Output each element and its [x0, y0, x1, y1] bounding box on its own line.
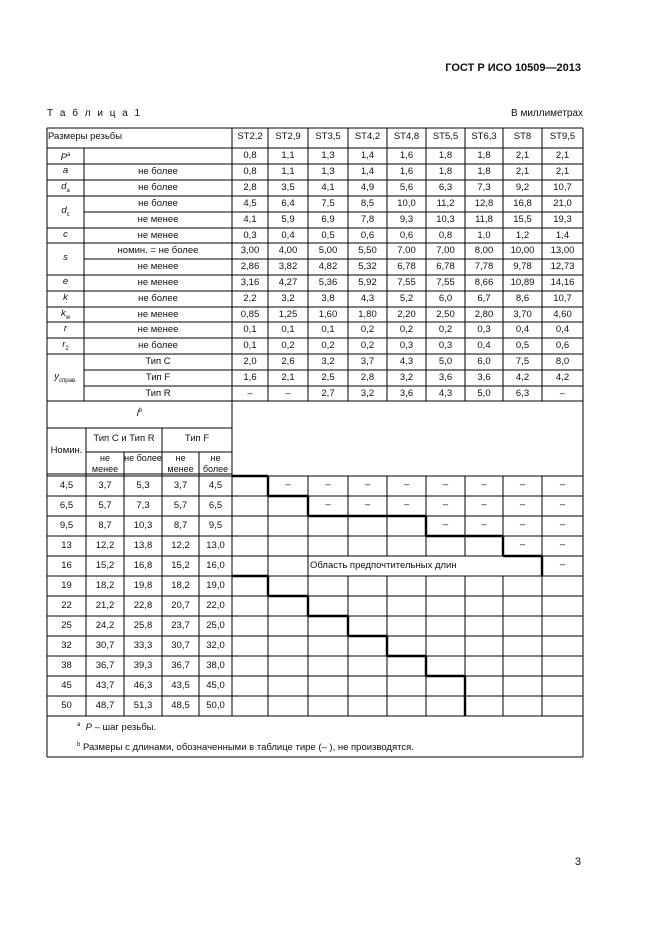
value-cell: 8,0 [555, 356, 570, 367]
value-cell: 7,3 [477, 182, 491, 193]
value-cell: 3,7 [360, 356, 375, 367]
condition-label: номин. = не более [117, 245, 199, 256]
value-cell: 4,9 [360, 182, 375, 193]
f-min-length: 3,7 [173, 480, 188, 491]
value-cell: 2,1 [555, 166, 570, 177]
cr-max-length: 39,3 [133, 660, 153, 671]
value-cell: 6,0 [438, 293, 453, 304]
value-cell: 3,5 [281, 182, 295, 193]
value-cell: 14,16 [550, 277, 575, 288]
value-cell: 3,2 [360, 388, 375, 399]
value-cell: 3,70 [513, 309, 532, 320]
not-produced-dash: – [442, 499, 449, 510]
value-cell: 4,3 [360, 293, 375, 304]
footnote-mark: a [77, 722, 81, 728]
value-cell: 0,4 [477, 340, 491, 351]
condition-label: не более [138, 182, 178, 193]
value-cell: 0,6 [360, 230, 375, 241]
value-cell: 2,5 [321, 372, 335, 383]
size-label: ST2,9 [275, 131, 301, 142]
f-max-length: 19,0 [206, 580, 225, 591]
condition-label: не менее [137, 214, 179, 225]
nominal-length: 45 [61, 680, 72, 691]
size-label: ST2,2 [237, 131, 263, 142]
condition-label: не более [138, 340, 178, 351]
parameter-symbol: a [62, 165, 69, 176]
value-cell: 0,3 [477, 324, 491, 335]
not-produced-dash: – [559, 479, 566, 490]
value-cell: 5,00 [318, 245, 338, 256]
cr-max-length: 10,3 [133, 520, 153, 531]
value-cell: 10,7 [553, 293, 572, 304]
value-cell: 3,00 [240, 245, 260, 256]
size-label: ST4,8 [393, 131, 420, 142]
parameter-symbol: e [62, 276, 69, 287]
min-header: не менее [167, 453, 194, 474]
value-cell: 11,2 [436, 198, 455, 209]
condition-label: Тип R [145, 388, 171, 399]
value-cell: 15,5 [513, 214, 532, 225]
value-cell: – [247, 388, 253, 399]
value-cell: 2,1 [515, 166, 530, 177]
table-caption: Т а б л и ц а 1 [47, 108, 143, 119]
value-cell: 5,2 [399, 293, 414, 304]
cr-max-length: 7,3 [136, 500, 150, 511]
value-cell: 5,36 [318, 277, 338, 288]
value-cell: 0,2 [438, 324, 453, 335]
not-produced-dash: – [325, 499, 331, 510]
nominal-length: 22 [61, 600, 72, 611]
cr-min-length: 8,7 [98, 520, 112, 531]
cr-min-length: 24,2 [95, 620, 115, 631]
value-cell: 6,9 [321, 214, 335, 225]
value-cell: 8,66 [474, 277, 494, 288]
cr-max-length: 16,8 [133, 560, 153, 571]
footnote-text: Размеры с длинами, обозначенными в таблице тире (– ), не производятся. [80, 742, 414, 754]
f-min-length: 5,7 [173, 500, 188, 511]
nominal-header: Номин. [50, 445, 83, 456]
cr-max-length: 25,8 [133, 620, 153, 631]
value-cell: 0,5 [321, 230, 335, 241]
cr-max-length: 46,3 [133, 680, 153, 691]
f-min-length: 30,7 [171, 640, 190, 651]
size-label: ST6,3 [471, 131, 497, 142]
nominal-length: 32 [61, 640, 72, 651]
value-cell: 1,0 [477, 230, 491, 241]
cr-min-length: 18,2 [95, 580, 115, 591]
value-cell: 5,32 [358, 261, 377, 272]
value-cell: 4,1 [243, 214, 257, 225]
value-cell: 1,4 [555, 230, 570, 241]
value-cell: 3,6 [438, 372, 453, 383]
value-cell: 0,3 [399, 340, 414, 351]
value-cell: 10,00 [510, 245, 535, 256]
not-produced-dash: – [442, 479, 449, 490]
value-cell: 4,2 [515, 372, 530, 383]
value-cell: 4,60 [553, 309, 572, 320]
f-min-length: 8,7 [173, 520, 188, 531]
value-cell: 2,8 [243, 182, 257, 193]
f-max-length: 16,0 [206, 560, 225, 571]
value-cell: 7,78 [474, 261, 494, 272]
footnote-mark: b [77, 742, 81, 748]
cr-max-length: 13,8 [133, 540, 153, 551]
nominal-length: 6,5 [59, 500, 74, 511]
condition-label: не менее [137, 309, 179, 320]
size-label: ST8 [513, 131, 532, 142]
cr-min-length: 15,2 [95, 560, 115, 571]
value-cell: 0,5 [515, 340, 530, 351]
not-produced-dash: – [519, 479, 526, 490]
value-cell: 0,4 [281, 230, 295, 241]
value-cell: 0,3 [243, 230, 257, 241]
f-max-length: 38,0 [206, 660, 225, 671]
condition-label: Тип F [145, 372, 171, 383]
value-cell: 1,80 [358, 309, 377, 320]
value-cell: 2,50 [436, 309, 455, 320]
value-cell: 0,4 [515, 324, 530, 335]
parameter-symbol: $r_2$ [62, 339, 69, 352]
nominal-length: 9,5 [59, 520, 74, 531]
value-cell: 1,6 [399, 166, 414, 177]
value-cell: 19,3 [553, 214, 572, 225]
value-cell: 0,6 [555, 340, 570, 351]
value-cell: 0,8 [438, 230, 453, 241]
f-max-length: 25,0 [206, 620, 225, 631]
value-cell: 7,00 [436, 245, 455, 256]
value-cell: 7,00 [397, 245, 416, 256]
page-number: 3 [574, 856, 581, 868]
value-cell: – [559, 388, 566, 399]
value-cell: 5,0 [477, 388, 491, 399]
f-max-length: 4,5 [208, 480, 223, 491]
cr-max-length: 22,8 [133, 600, 153, 611]
cr-min-length: 36,7 [95, 660, 115, 671]
parameter-symbol: r [63, 323, 68, 334]
value-cell: 0,8 [243, 166, 257, 177]
value-cell: 4,82 [318, 261, 338, 272]
parameter-symbol: $y_{справ.}$ [54, 370, 77, 384]
type-cr-header: Тип С и Тип R [93, 433, 155, 444]
value-cell: 1,25 [278, 309, 298, 320]
size-label: ST5,5 [432, 131, 459, 142]
preferred-length-label: Область предпочтительных длин [310, 560, 457, 571]
value-cell: 2,80 [474, 309, 494, 320]
value-cell: 3,82 [278, 261, 298, 272]
value-cell: 9,78 [513, 261, 532, 272]
value-cell: 7,55 [436, 277, 455, 288]
value-cell: 5,0 [438, 356, 453, 367]
value-cell: 11,8 [475, 214, 493, 225]
not-produced-dash: – [519, 499, 526, 510]
type-f-header: Тип F [184, 433, 210, 444]
condition-label: не менее [137, 277, 179, 288]
value-cell: 1,1 [281, 150, 295, 161]
value-cell: 3,2 [281, 293, 295, 304]
value-cell: 1,3 [321, 166, 335, 177]
value-cell: 0,2 [399, 324, 414, 335]
nominal-length: 13 [61, 540, 72, 551]
value-cell: 4,27 [278, 277, 298, 288]
condition-label: не более [138, 293, 178, 304]
not-produced-dash: – [325, 479, 331, 490]
not-produced-dash: – [481, 519, 487, 530]
value-cell: 10,3 [436, 214, 455, 225]
not-produced-dash: – [403, 479, 410, 490]
value-cell: 5,6 [399, 182, 414, 193]
cr-min-length: 3,7 [98, 480, 112, 491]
value-cell: 12,73 [550, 261, 575, 272]
value-cell: 2,7 [321, 388, 335, 399]
nominal-length: 4,5 [59, 480, 74, 491]
condition-label: Тип C [145, 356, 171, 367]
size-label: ST3,5 [315, 131, 341, 142]
not-produced-dash: – [364, 499, 371, 510]
value-cell: 6,4 [281, 198, 295, 209]
parameter-symbol: $d_a$ [61, 181, 70, 194]
value-cell: 0,85 [240, 309, 260, 320]
cr-min-length: 12,2 [95, 540, 115, 551]
value-cell: 3,8 [321, 293, 335, 304]
value-cell: 7,5 [515, 356, 530, 367]
f-min-length: 15,2 [171, 560, 190, 571]
cr-min-length: 30,7 [95, 640, 115, 651]
value-cell: 2,0 [243, 356, 257, 367]
value-cell: 1,2 [515, 230, 530, 241]
value-cell: 1,8 [477, 150, 491, 161]
table-footnote [77, 742, 414, 753]
value-cell: 3,2 [399, 372, 414, 383]
value-cell: 10,0 [397, 198, 416, 209]
value-cell: 4,3 [438, 388, 453, 399]
f-max-length: 32,0 [206, 640, 225, 651]
cr-max-length: 19,8 [133, 580, 153, 591]
value-cell: 12,8 [474, 198, 494, 209]
value-cell: 6,0 [477, 356, 491, 367]
value-cell: 0,2 [281, 340, 295, 351]
nominal-length: 25 [61, 620, 72, 631]
value-cell: 2,8 [360, 372, 375, 383]
f-max-length: 22,0 [206, 600, 225, 611]
value-cell: 1,60 [318, 309, 338, 320]
max-header: не более [124, 453, 162, 463]
value-cell: 0,2 [360, 324, 375, 335]
document-code: ГОСТ Р ИСО 10509—2013 [445, 62, 581, 74]
value-cell: 2,20 [397, 309, 416, 320]
value-cell: 3,16 [240, 277, 260, 288]
f-max-length: 45,0 [206, 680, 225, 691]
not-produced-dash: – [442, 519, 449, 530]
value-cell: 0,4 [555, 324, 570, 335]
value-cell: 0,2 [360, 340, 375, 351]
value-cell: 1,1 [281, 166, 295, 177]
value-cell: 0,1 [281, 324, 295, 335]
size-label: ST4,2 [354, 131, 381, 142]
not-produced-dash: – [559, 539, 566, 550]
value-cell: 0,2 [321, 340, 335, 351]
not-produced-dash: – [481, 479, 487, 490]
not-produced-dash: – [285, 479, 291, 490]
value-cell: 0,8 [243, 150, 257, 161]
value-cell: 1,4 [360, 150, 375, 161]
value-cell: 0,6 [399, 230, 414, 241]
nominal-length: 50 [61, 700, 72, 711]
cr-max-length: 5,3 [136, 480, 150, 491]
parameter-symbol: c [63, 228, 68, 240]
condition-label: не менее [137, 230, 179, 241]
value-cell: 7,5 [321, 198, 335, 209]
value-cell: 10,89 [510, 277, 535, 288]
condition-label: не менее [137, 261, 179, 272]
f-max-length: 9,5 [208, 520, 223, 531]
value-cell: 1,8 [477, 166, 491, 177]
value-cell: 1,6 [399, 150, 414, 161]
not-produced-dash: – [481, 499, 487, 510]
cr-max-length: 51,3 [133, 700, 153, 711]
f-max-length: 6,5 [208, 500, 223, 511]
value-cell: 3,6 [477, 372, 491, 383]
f-max-length: 50,0 [206, 700, 225, 711]
value-cell: 8,5 [360, 198, 375, 209]
value-cell: 1,8 [438, 150, 453, 161]
value-cell: 4,2 [555, 372, 570, 383]
size-header: Размеры резьбы [48, 131, 123, 142]
value-cell: – [285, 388, 291, 399]
cr-min-length: 21,2 [95, 600, 115, 611]
not-produced-dash: – [559, 519, 566, 530]
value-cell: 5,50 [358, 245, 377, 256]
value-cell: 16,8 [513, 198, 532, 209]
value-cell: 0,1 [243, 340, 257, 351]
f-min-length: 23,7 [171, 620, 190, 631]
footnote-text: P – шаг резьбы. [85, 722, 157, 734]
value-cell: 6,3 [438, 182, 453, 193]
value-cell: 5,9 [281, 214, 295, 225]
f-max-length: 13,0 [206, 540, 225, 551]
value-cell: 21,0 [553, 198, 572, 209]
table-footnote [77, 722, 156, 733]
value-cell: 6,78 [397, 261, 416, 272]
not-produced-dash: – [364, 479, 371, 490]
condition-label: не более [138, 166, 178, 177]
parameter-symbol: $P^a$ [60, 152, 71, 164]
value-cell: 3,6 [399, 388, 414, 399]
value-cell: 4,00 [278, 245, 298, 256]
parameter-symbol: $k_w$ [60, 307, 71, 321]
value-cell: 3,2 [321, 356, 335, 367]
value-cell: 9,2 [515, 182, 530, 193]
nominal-length: 19 [61, 580, 72, 591]
value-cell: 4,1 [321, 182, 335, 193]
value-cell: 4,5 [243, 198, 257, 209]
value-cell: 5,92 [358, 277, 377, 288]
value-cell: 7,8 [360, 214, 375, 225]
not-produced-dash: – [519, 519, 526, 530]
condition-label: не более [138, 198, 178, 209]
not-produced-dash: – [559, 499, 566, 510]
value-cell: 8,6 [515, 293, 530, 304]
value-cell: 2,1 [281, 372, 295, 383]
value-cell: 10,7 [553, 182, 572, 193]
value-cell: 13,00 [550, 245, 575, 256]
cr-min-length: 43,7 [95, 680, 115, 691]
cr-max-length: 33,3 [133, 640, 153, 651]
max-header: не более [202, 453, 229, 474]
value-cell: 1,4 [360, 166, 375, 177]
value-cell: 1,3 [321, 150, 335, 161]
parameter-symbol: k [63, 292, 68, 303]
value-cell: 2,86 [240, 261, 260, 272]
value-cell: 1,6 [243, 372, 257, 383]
cr-min-length: 5,7 [98, 500, 112, 511]
value-cell: 4,3 [399, 356, 414, 367]
value-cell: 9,3 [399, 214, 414, 225]
units-note: В миллиметрах [511, 108, 583, 119]
value-cell: 0,3 [438, 340, 453, 351]
not-produced-dash: – [403, 499, 410, 510]
not-produced-dash: – [519, 539, 526, 550]
value-cell: 2,6 [281, 356, 295, 367]
value-cell: 1,8 [438, 166, 453, 177]
f-min-length: 48,5 [171, 700, 190, 711]
value-cell: 2,1 [555, 150, 570, 161]
not-produced-dash: – [559, 559, 566, 570]
size-label: ST9,5 [549, 131, 576, 142]
value-cell: 6,78 [436, 261, 455, 272]
value-cell: 0,1 [321, 324, 335, 335]
value-cell: 7,55 [397, 277, 416, 288]
f-min-length: 18,2 [171, 580, 190, 591]
length-symbol: $l^b$ [136, 408, 143, 420]
condition-label: не менее [137, 324, 179, 335]
f-min-length: 36,7 [171, 660, 190, 671]
value-cell: 8,00 [474, 245, 494, 256]
value-cell: 6,3 [515, 388, 530, 399]
nominal-length: 16 [61, 560, 72, 571]
f-min-length: 20,7 [171, 600, 190, 611]
min-header: не менее [91, 453, 119, 474]
value-cell: 0,1 [243, 324, 257, 335]
parameter-symbol: s [63, 252, 68, 263]
cr-min-length: 48,7 [95, 700, 115, 711]
f-min-length: 43,5 [171, 680, 190, 691]
value-cell: 6,7 [477, 293, 491, 304]
nominal-length: 38 [61, 660, 72, 671]
value-cell: 2,1 [515, 150, 530, 161]
f-min-length: 12,2 [171, 540, 190, 551]
value-cell: 2,2 [243, 293, 257, 304]
parameter-symbol: $d_c$ [61, 205, 70, 218]
